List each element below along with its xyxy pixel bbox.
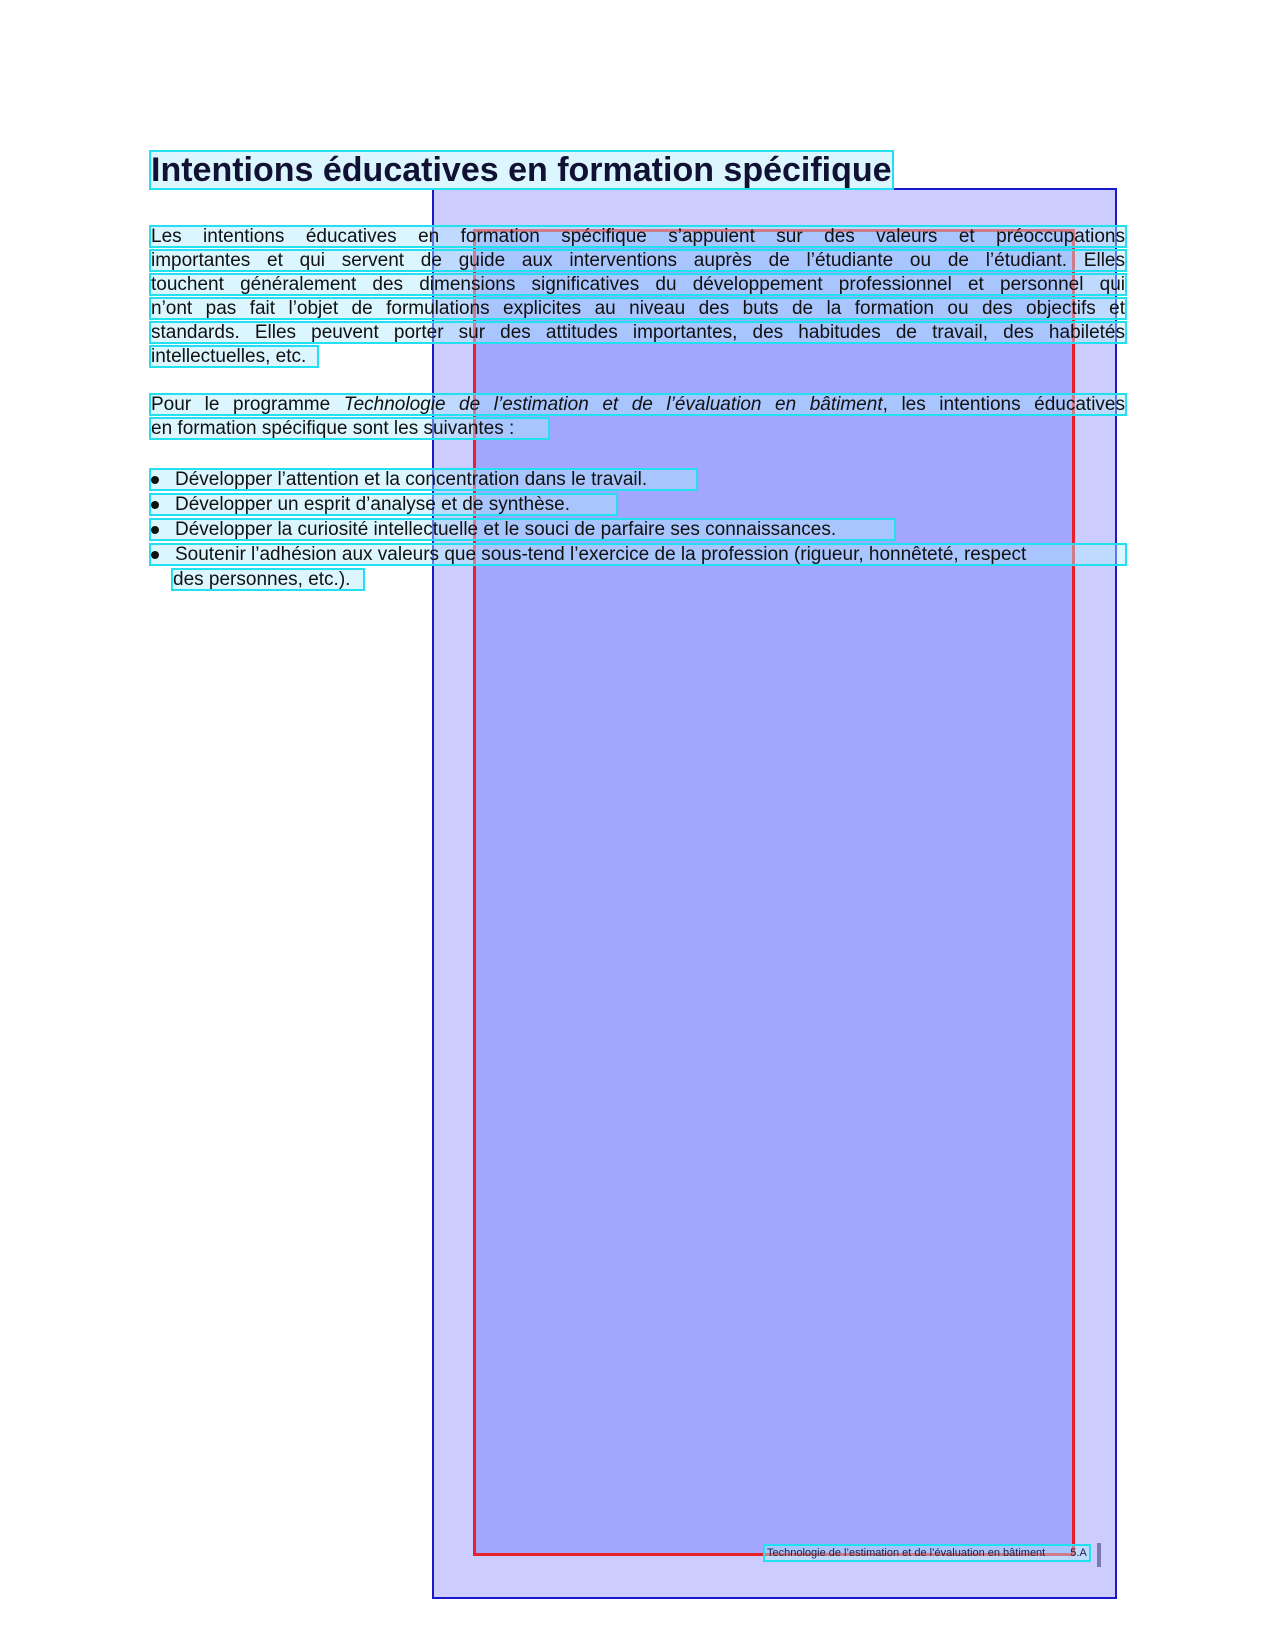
list-item (151, 545, 1125, 589)
paragraph-line: en formation spécifique sont les suivantes : (151, 419, 548, 438)
intentions-list (151, 470, 1125, 595)
list-item-text: Développer un esprit d’analyse et de synthèse. (151, 495, 616, 514)
list-item (151, 470, 1125, 489)
page-content (151, 0, 1125, 1651)
list-item-text: Développer l’attention et la concentration dans le travail. (151, 470, 696, 489)
footer-title: Technologie de l’estimation et de l’évaluation en bâtiment (767, 1547, 1046, 1559)
program-paragraph (151, 395, 1125, 443)
bullet-icon (151, 476, 159, 484)
page-footer (765, 1546, 1089, 1560)
list-item-text: Développer la curiosité intellectuelle et le souci de parfaire ses connaissances. (151, 520, 894, 539)
paragraph-line: Les intentions éducatives en formation spécifique s’appuient sur des valeurs et préoccupations (151, 227, 1125, 246)
paragraph-line: standards. Elles peuvent porter sur des attitudes importantes, des habitudes de travail, des habiletés (151, 323, 1125, 342)
intro-paragraph (151, 227, 1125, 371)
page-title: Intentions éducatives en formation spécifique (151, 151, 892, 189)
paragraph-line: n’ont pas fait l’objet de formulations explicites au niveau des buts de la formation ou des objectifs et (151, 299, 1125, 318)
list-item (151, 495, 1125, 514)
paragraph-line (151, 395, 1125, 414)
paragraph-line: importantes et qui servent de guide aux interventions auprès de l’étudiante ou de l’étudiant. Elles (151, 251, 1125, 270)
list-item-text: Soutenir l’adhésion aux valeurs que sous-tend l’exercice de la profession (rigueur, honnêteté, respect (151, 545, 1125, 564)
list-item (151, 520, 1125, 539)
bullet-icon (151, 526, 159, 534)
page-marker (1097, 1543, 1101, 1567)
program-name: Technologie de l’estimation et de l’évaluation en bâtiment (343, 395, 883, 414)
paragraph-line: touchent généralement des dimensions significatives du développement professionnel et personnel qui (151, 275, 1125, 294)
list-item-continuation: des personnes, etc.). (173, 570, 363, 589)
program-intro-tail: , les intentions éducatives (882, 395, 1125, 414)
paragraph-line: intellectuelles, etc. (151, 347, 317, 366)
program-intro-text: Pour le programme (151, 395, 344, 414)
footer-page-number: 5.A (1070, 1547, 1087, 1559)
bullet-icon (151, 551, 159, 559)
bullet-icon (151, 501, 159, 509)
